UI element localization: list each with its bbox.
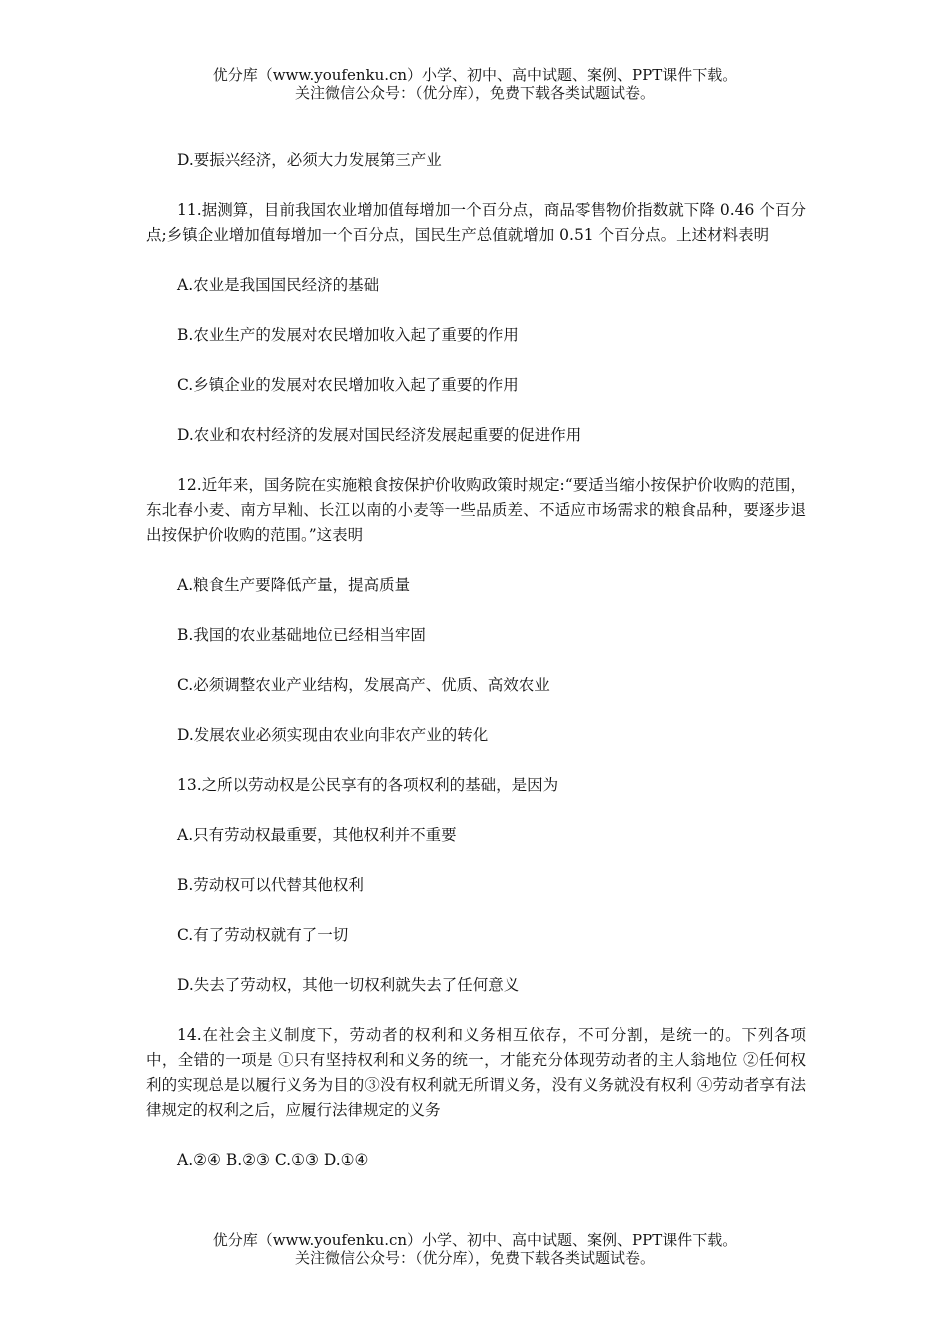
footer-line-1: 优分库（www.youfenku.cn）小学、初中、高中试题、案例、PPT课件下载。 [212,1231,738,1249]
option-13-c: C.有了劳动权就有了一切 [177,926,349,944]
page-footer [0,1231,950,1267]
document-body [146,148,806,1198]
option-12-c: C.必须调整农业产业结构，发展高产、优质、高效农业 [177,676,550,694]
question-13: 13.之所以劳动权是公民享有的各项权利的基础，是因为 [177,776,559,794]
footer-line-2: 关注微信公众号：（优分库），免费下载各类试题试卷。 [294,1249,655,1267]
option-11-a: A.农业是我国国民经济的基础 [177,276,380,294]
option-12-d: D.发展农业必须实现由农业向非农产业的转化 [177,726,489,744]
option-14-choices: A.②④ B.②③ C.①③ D.①④ [177,1151,369,1169]
question-14: 14.在社会主义制度下，劳动者的权利和义务相互依存，不可分割，是统一的。下列各项中，全错的一项是 ①只有坚持权利和义务的统一，才能充分体现劳动者的主人翁地位 ②任何权利的实现总是以履行义务为目的③没有权利就无所谓义务，没有义务就没有权利 ④劳动者享有法律规定的权利之后，应履行法律规定的义务 [146,1026,806,1119]
option-12-a: A.粮食生产要降低产量，提高质量 [177,576,411,594]
option-11-d: D.农业和农村经济的发展对国民经济发展起重要的促进作用 [177,426,582,444]
option-13-b: B.劳动权可以代替其他权利 [177,876,364,894]
question-12: 12.近年来，国务院在实施粮食按保护价收购政策时规定:“要适当缩小按保护价收购的范围，东北春小麦、南方早籼、长江以南的小麦等一些品质差、不适应市场需求的粮食品种，要逐步退出按保护价收购的范围。”这表明 [146,476,806,544]
option-10-d: D.要振兴经济，必须大力发展第三产业 [177,151,442,169]
option-11-b: B.农业生产的发展对农民增加收入起了重要的作用 [177,326,519,344]
option-12-b: B.我国的农业基础地位已经相当牢固 [177,626,426,644]
page-header [0,66,950,102]
option-11-c: C.乡镇企业的发展对农民增加收入起了重要的作用 [177,376,519,394]
header-line-2: 关注微信公众号：（优分库），免费下载各类试题试卷。 [294,84,655,102]
header-line-1: 优分库（www.youfenku.cn）小学、初中、高中试题、案例、PPT课件下载。 [212,66,738,84]
question-11: 11.据测算，目前我国农业增加值每增加一个百分点，商品零售物价指数就下降 0.46 个百分点;乡镇企业增加值每增加一个百分点，国民生产总值就增加 0.51 个百分点。上述材料表明 [146,201,806,244]
option-13-d: D.失去了劳动权，其他一切权利就失去了任何意义 [177,976,520,994]
option-13-a: A.只有劳动权最重要，其他权利并不重要 [177,826,457,844]
